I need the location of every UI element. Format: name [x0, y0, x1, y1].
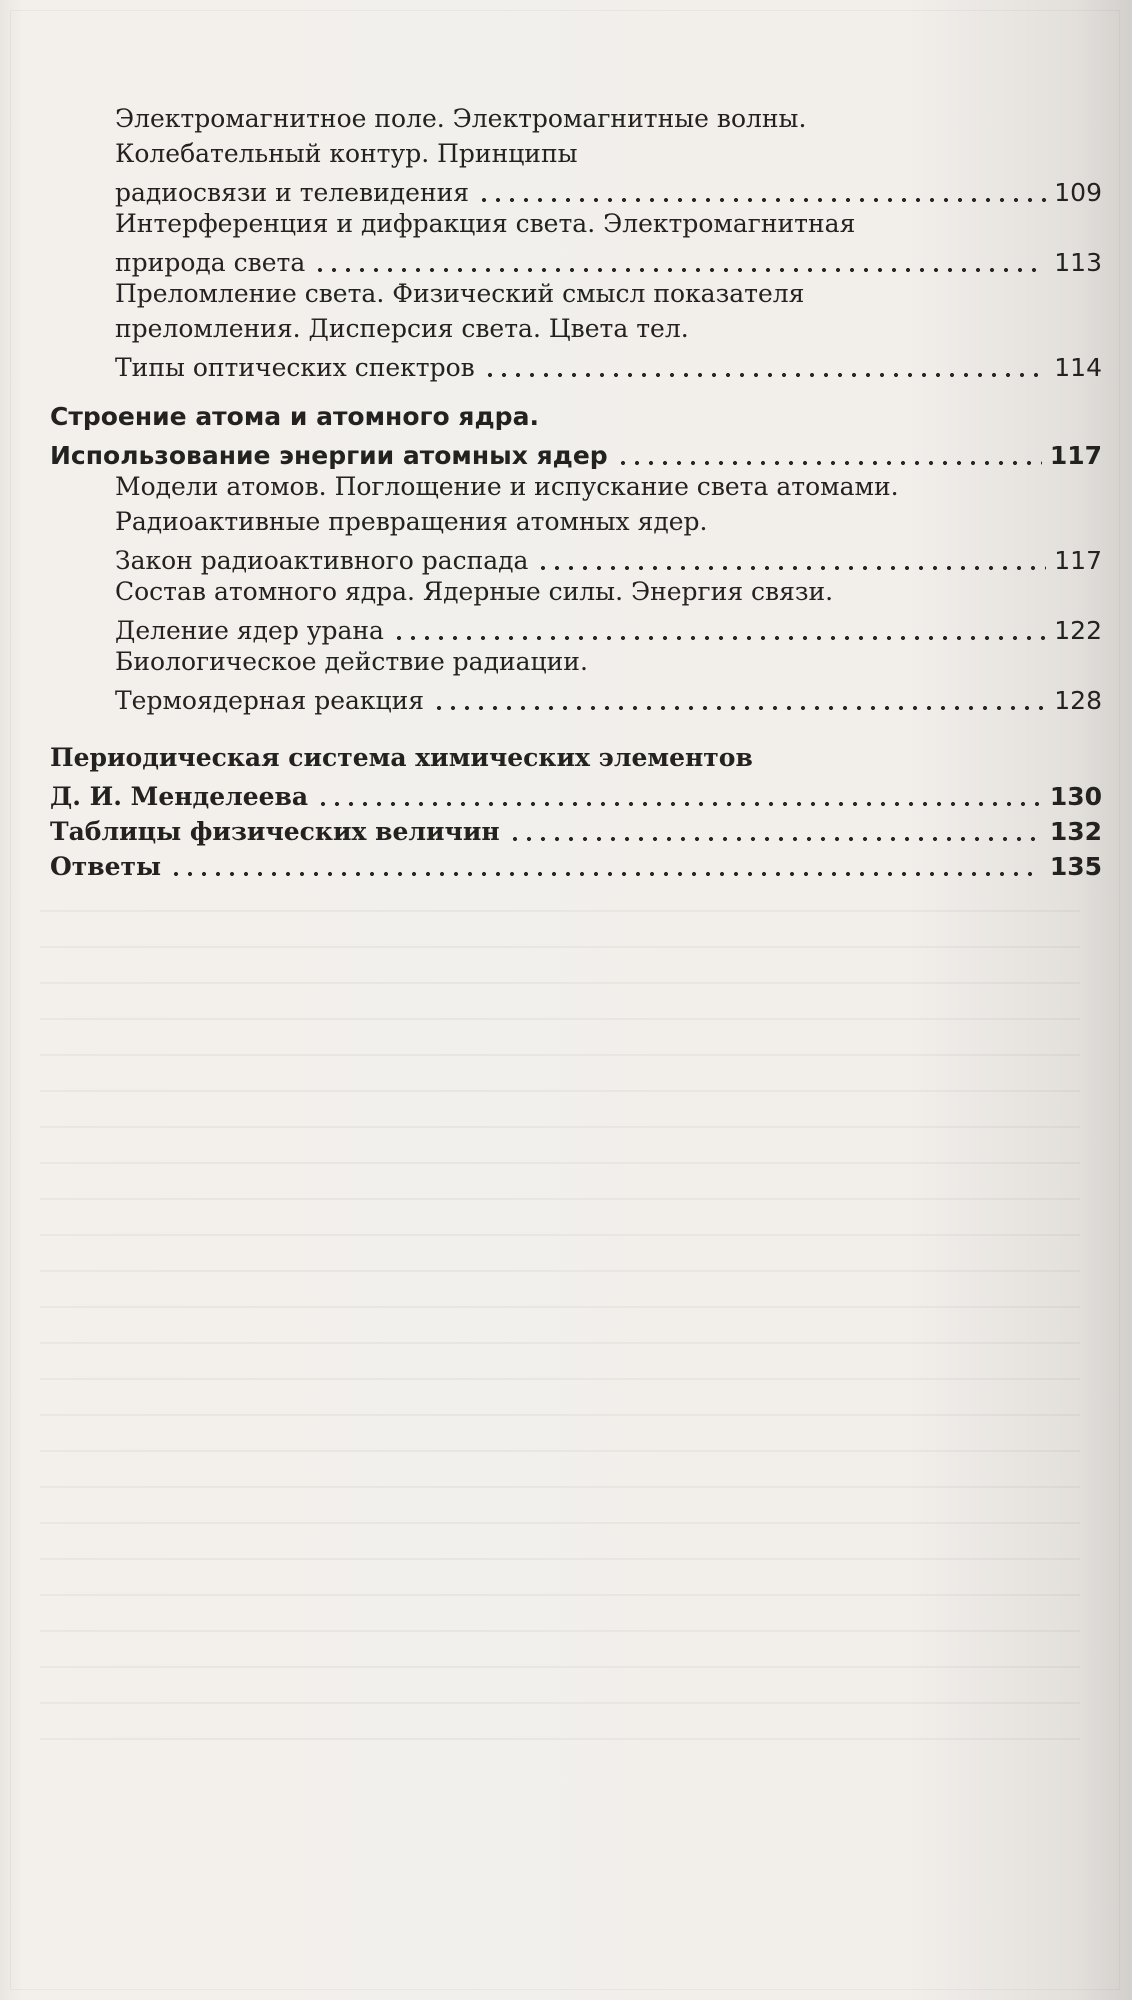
show-through-text	[40, 900, 1080, 1740]
toc-text: Д. И. Менделеева	[50, 782, 309, 811]
dot-leader	[616, 436, 1042, 466]
toc-line	[50, 845, 1102, 880]
toc-line	[50, 740, 1102, 775]
toc-text: Закон радиоактивного распада	[115, 546, 529, 575]
toc-text: Деление ядер урана	[115, 616, 384, 645]
page-number: 117	[1054, 546, 1102, 575]
toc-entry-refraction[interactable]	[50, 276, 1102, 381]
toc-entry-em-waves[interactable]	[50, 101, 1102, 206]
toc-entry-periodic-table[interactable]	[50, 740, 1102, 810]
toc-text: радиосвязи и телевидения	[115, 178, 470, 207]
page-number: 117	[1049, 441, 1102, 470]
page-number: 130	[1049, 782, 1102, 811]
section-title: Строение атома и атомного ядра.	[50, 402, 539, 431]
toc-text: Таблицы физических величин	[50, 817, 500, 846]
toc-text: Интерференция и дифракция света. Электромагнитная	[115, 209, 856, 238]
toc-text: Типы оптических спектров	[115, 353, 475, 382]
dot-leader	[313, 243, 1046, 273]
dot-leader	[477, 173, 1046, 203]
table-of-contents	[50, 101, 1102, 880]
dot-leader	[508, 812, 1042, 842]
toc-line	[50, 775, 1102, 810]
toc-text: Модели атомов. Поглощение и испускание света атомами.	[115, 472, 899, 501]
toc-entry-physical-tables[interactable]	[50, 810, 1102, 845]
toc-line	[115, 539, 1102, 574]
toc-line	[115, 679, 1102, 714]
toc-text: Электромагнитное поле. Электромагнитные волны.	[115, 104, 807, 133]
toc-text: преломления. Дисперсия света. Цвета тел.	[115, 314, 689, 343]
toc-text: Колебательный контур. Принципы	[115, 139, 578, 168]
toc-line	[115, 469, 1102, 504]
toc-text: Ответы	[50, 852, 162, 881]
toc-text: Биологическое действие радиации.	[115, 647, 588, 676]
toc-entry-interference[interactable]	[50, 206, 1102, 276]
toc-entry-radiation[interactable]	[50, 644, 1102, 714]
toc-line	[115, 504, 1102, 539]
dot-leader	[392, 611, 1046, 641]
toc-entry-answers[interactable]	[50, 845, 1102, 880]
toc-text: Периодическая система химических элементов	[50, 743, 753, 772]
toc-line	[50, 810, 1102, 845]
toc-line	[115, 276, 1102, 311]
toc-line	[115, 574, 1102, 609]
dot-leader	[483, 348, 1046, 378]
dot-leader	[432, 681, 1046, 711]
toc-text: Радиоактивные превращения атомных ядер.	[115, 507, 708, 536]
toc-line	[115, 171, 1102, 206]
toc-line	[115, 609, 1102, 644]
dot-leader	[316, 777, 1042, 807]
toc-text: Преломление света. Физический смысл показателя	[115, 279, 805, 308]
dot-leader	[169, 847, 1042, 877]
toc-section-atom[interactable]	[50, 399, 1102, 469]
toc-text: Термоядерная реакция	[115, 686, 425, 715]
page-number: 128	[1054, 686, 1102, 715]
page-number: 122	[1054, 616, 1102, 645]
dot-leader	[536, 541, 1046, 571]
toc-line	[50, 399, 1102, 434]
toc-line	[50, 434, 1102, 469]
page-number: 135	[1049, 852, 1102, 881]
toc-line	[115, 206, 1102, 241]
page-number: 113	[1054, 248, 1102, 277]
toc-line	[115, 241, 1102, 276]
toc-line	[115, 311, 1102, 346]
section-title: Использование энергии атомных ядер	[50, 441, 608, 470]
page-number: 132	[1049, 817, 1102, 846]
page-number: 114	[1054, 353, 1102, 382]
toc-line	[115, 101, 1102, 136]
toc-line	[115, 644, 1102, 679]
toc-text: Состав атомного ядра. Ядерные силы. Энергия связи.	[115, 577, 834, 606]
toc-entry-nucleus[interactable]	[50, 574, 1102, 644]
toc-line	[115, 346, 1102, 381]
toc-line	[115, 136, 1102, 171]
toc-entry-atom-models[interactable]	[50, 469, 1102, 574]
toc-text: природа света	[115, 248, 306, 277]
page-number: 109	[1054, 178, 1102, 207]
